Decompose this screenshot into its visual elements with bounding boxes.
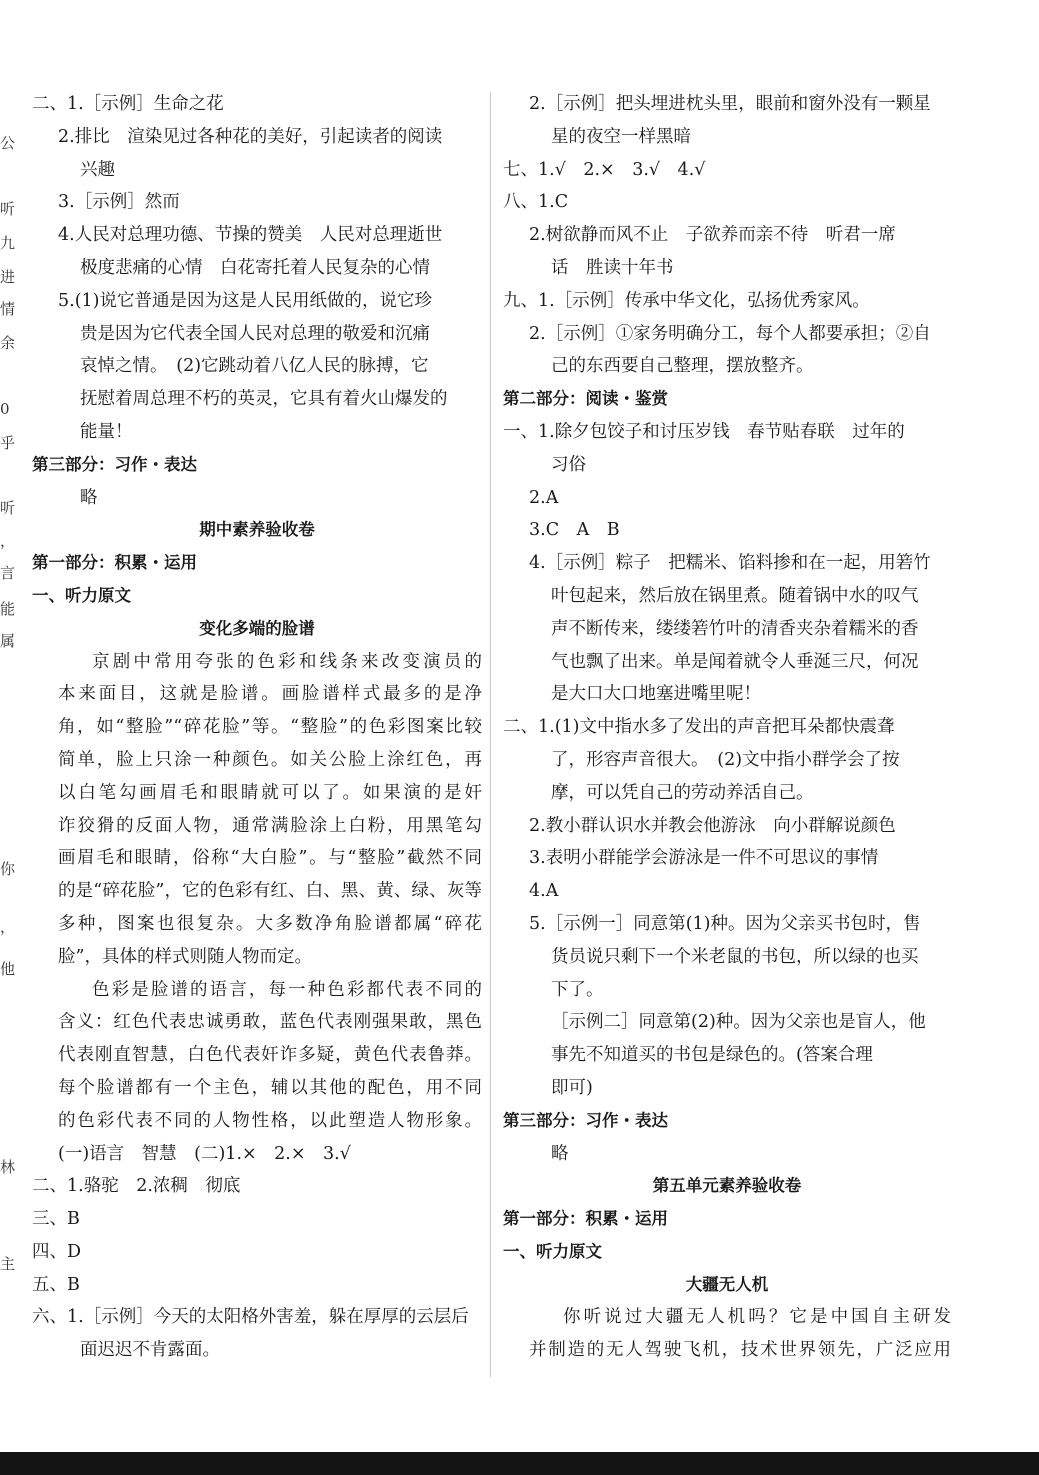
answer-line: 星的夜空一样黑暗 bbox=[551, 126, 691, 147]
passage-line: 角，如“整脸”“碎花脸”等。“整脸”的色彩图案比较 bbox=[58, 717, 482, 738]
left-column bbox=[32, 88, 482, 1367]
cropped-glyph: 九 bbox=[0, 234, 16, 252]
answer-line: 二、1.(1)文中指水多了发出的声音把耳朵都快震聋 bbox=[503, 717, 895, 738]
answer-line: 是大口大口地塞进嘴里呢！ bbox=[551, 684, 761, 705]
answer-line: 八、1.C bbox=[503, 192, 569, 213]
answer-line: 贵是因为它代表全国人民对总理的敬爱和沉痛 bbox=[80, 323, 430, 344]
cropped-glyph: 公 bbox=[0, 134, 16, 152]
answer-line: 极度悲痛的心情 白花寄托着人民复杂的心情 bbox=[80, 257, 430, 278]
section-title: 第五单元素养验收卷 bbox=[652, 1176, 802, 1196]
answer-line: 2.排比 渲染见过各种花的美好，引起读者的阅读 bbox=[58, 126, 443, 147]
answer-line: 2.A bbox=[529, 487, 559, 508]
passage-line: 的是“碎花脸”，它的色彩有红、白、黑、黄、绿、灰等 bbox=[58, 881, 482, 902]
answer-line: 能量！ bbox=[80, 421, 133, 442]
cropped-glyph: 能 bbox=[0, 600, 16, 618]
answer-line: 话 胜读十年书 bbox=[551, 257, 674, 278]
cropped-glyph: 乎 bbox=[0, 434, 16, 452]
cropped-glyph: 他 bbox=[0, 960, 16, 978]
passage-line: 每个脸谱都有一个主色，辅以其他的配色，用不同 bbox=[58, 1077, 482, 1098]
answer-line: 五、B bbox=[32, 1274, 80, 1295]
answer-line: 4.人民对总理功德、节操的赞美 人民对总理逝世 bbox=[58, 225, 443, 246]
right-column bbox=[503, 88, 951, 1367]
cropped-glyph: 听 bbox=[0, 200, 16, 218]
passage-line: 代表刚直智慧，白色代表奸诈多疑，黄色代表鲁莽。 bbox=[58, 1045, 482, 1066]
answer-line: 六、1.［示例］今天的太阳格外害羞，躲在厚厚的云层后 bbox=[32, 1307, 469, 1328]
answer-line: 事先不知道买的书包是绿色的。(答案合理 bbox=[551, 1045, 873, 1066]
section-title: 变化多端的脸谱 bbox=[199, 618, 315, 638]
answer-line: 己的东西要自己整理，摆放整齐。 bbox=[551, 356, 814, 377]
answer-line: 货员说只剩下一个米老鼠的书包，所以绿的也买 bbox=[551, 946, 919, 967]
cropped-glyph: 林 bbox=[0, 1158, 16, 1176]
section-title: 期中素养验收卷 bbox=[199, 520, 315, 540]
section-heading: 一、听力原文 bbox=[503, 1241, 602, 1261]
answer-line: 兴趣 bbox=[80, 159, 115, 180]
passage-line: 你听说过大疆无人机吗？它是中国自主研发 bbox=[563, 1307, 951, 1328]
passage-line: 诈狡猾的反面人物，通常满脸涂上白粉，用黑笔勾 bbox=[58, 815, 482, 836]
cropped-glyph: 0 bbox=[0, 400, 10, 418]
answer-line: 气也飘了出来。单是闻着就令人垂涎三尺，何况 bbox=[551, 651, 919, 672]
answer-line: 4.A bbox=[529, 881, 559, 902]
answer-line: 七、1.√ 2.× 3.√ 4.√ bbox=[503, 159, 706, 180]
cropped-glyph: 你 bbox=[0, 860, 16, 878]
cropped-glyph: 情 bbox=[0, 300, 16, 318]
section-heading: 第一部分：积累・运用 bbox=[32, 553, 197, 573]
answer-line: 了，形容声音很大。 (2)文中指小群学会了按 bbox=[551, 749, 900, 770]
answer-line: 摩，可以凭自己的劳动养活自己。 bbox=[551, 782, 814, 803]
answer-line: (一)语言 智慧 (二)1.× 2.× 3.√ bbox=[58, 1143, 351, 1164]
passage-line: 京剧中常用夸张的色彩和线条来改变演员的 bbox=[92, 651, 482, 672]
answer-line: 4.［示例］粽子 把糯米、馅料掺和在一起，用箬竹 bbox=[529, 553, 931, 574]
cropped-glyph: 听 bbox=[0, 499, 16, 517]
section-heading: 第二部分：阅读・鉴赏 bbox=[503, 389, 668, 409]
scan-bottom-edge bbox=[0, 1452, 1039, 1475]
passage-line: 多种，图案也很复杂。大多数净角脸谱都属“碎花 bbox=[58, 913, 482, 934]
answer-line: 哀悼之情。 (2)它跳动着八亿人民的脉搏，它 bbox=[80, 356, 429, 377]
section-heading: 一、听力原文 bbox=[32, 585, 131, 605]
cropped-glyph: 余 bbox=[0, 334, 16, 352]
section-title: 大疆无人机 bbox=[685, 1274, 769, 1294]
cropped-glyph: 进 bbox=[0, 268, 16, 286]
cropped-glyph: ， bbox=[0, 918, 16, 936]
passage-line: 脸”，具体的样式则随人物而定。 bbox=[58, 946, 312, 967]
answer-line: 四、D bbox=[32, 1241, 82, 1262]
passage-line: 色彩是脸谱的语言，每一种色彩都代表不同的 bbox=[92, 979, 482, 1000]
answer-line: 2.［示例］①家务明确分工，每个人都要承担；②自 bbox=[529, 323, 931, 344]
answer-line: 2.［示例］把头埋进枕头里，眼前和窗外没有一颗星 bbox=[529, 94, 931, 114]
answer-line: 3.［示例］然而 bbox=[58, 192, 180, 213]
answer-line: 二、1.骆驼 2.浓稠 彻底 bbox=[32, 1176, 241, 1197]
answer-line: 声不断传来，缕缕箬竹叶的清香夹杂着糯米的香 bbox=[551, 618, 919, 639]
answer-line: 面迟迟不肯露面。 bbox=[80, 1340, 220, 1361]
answer-line: 5.(1)说它普通是因为这是人民用纸做的，说它珍 bbox=[58, 290, 432, 311]
section-heading: 第三部分：习作・表达 bbox=[503, 1110, 668, 1130]
passage-line: 以白笔勾画眉毛和眼睛就可以了。如果演的是奸 bbox=[58, 782, 482, 803]
passage-line: 画眉毛和眼睛，俗称“大白脸”。与“整脸”截然不同 bbox=[58, 848, 482, 869]
answer-line: 略 bbox=[80, 487, 98, 508]
column-divider bbox=[490, 92, 491, 1377]
answer-line: 抚慰着周总理不朽的英灵，它具有着火山爆发的 bbox=[80, 389, 448, 410]
cropped-glyph: 属 bbox=[0, 632, 16, 650]
answer-line: 习俗 bbox=[551, 454, 586, 475]
passage-line: 并制造的无人驾驶飞机，技术世界领先，广泛应用 bbox=[529, 1340, 951, 1361]
cropped-glyph: 主 bbox=[0, 1255, 16, 1273]
cropped-glyph: ， bbox=[0, 532, 16, 550]
passage-line: 的色彩代表不同的人物性格，以此塑造人物形象。 bbox=[58, 1110, 482, 1131]
answer-line: 2.教小群认识水并教会他游泳 向小群解说颜色 bbox=[529, 815, 896, 836]
answer-line: 九、1.［示例］传承中华文化，弘扬优秀家风。 bbox=[503, 290, 870, 311]
answer-line: 5.［示例一］同意第(1)种。因为父亲买书包时，售 bbox=[529, 913, 921, 934]
answer-line: 下了。 bbox=[551, 979, 604, 1000]
answer-line: 3.表明小群能学会游泳是一件不可思议的事情 bbox=[529, 848, 879, 869]
answer-line: 即可) bbox=[551, 1077, 593, 1098]
answer-line: 3.C A B bbox=[529, 520, 620, 541]
passage-line: 简单，脸上只涂一种颜色。如关公脸上涂红色，再 bbox=[58, 749, 482, 770]
answer-line: 2.树欲静而风不止 子欲养而亲不待 听君一席 bbox=[529, 225, 896, 246]
answer-line: 叶包起来，然后放在锅里煮。随着锅中水的叹气 bbox=[551, 585, 919, 606]
answer-line: ［示例二］同意第(2)种。因为父亲也是盲人，他 bbox=[551, 1012, 926, 1033]
cropped-glyph: 言 bbox=[0, 564, 16, 582]
passage-line: 本来面目，这就是脸谱。画脸谱样式最多的是净 bbox=[58, 684, 482, 705]
section-heading: 第三部分：习作・表达 bbox=[32, 454, 197, 474]
answer-line: 略 bbox=[551, 1143, 569, 1164]
answer-line: 一、1.除夕包饺子和讨压岁钱 春节贴春联 过年的 bbox=[503, 421, 905, 442]
answer-line: 二、1.［示例］生命之花 bbox=[32, 94, 224, 114]
answer-line: 三、B bbox=[32, 1209, 80, 1230]
section-heading: 第一部分：积累・运用 bbox=[503, 1209, 668, 1229]
passage-line: 含义：红色代表忠诚勇敢，蓝色代表刚强果敢，黑色 bbox=[58, 1012, 482, 1033]
